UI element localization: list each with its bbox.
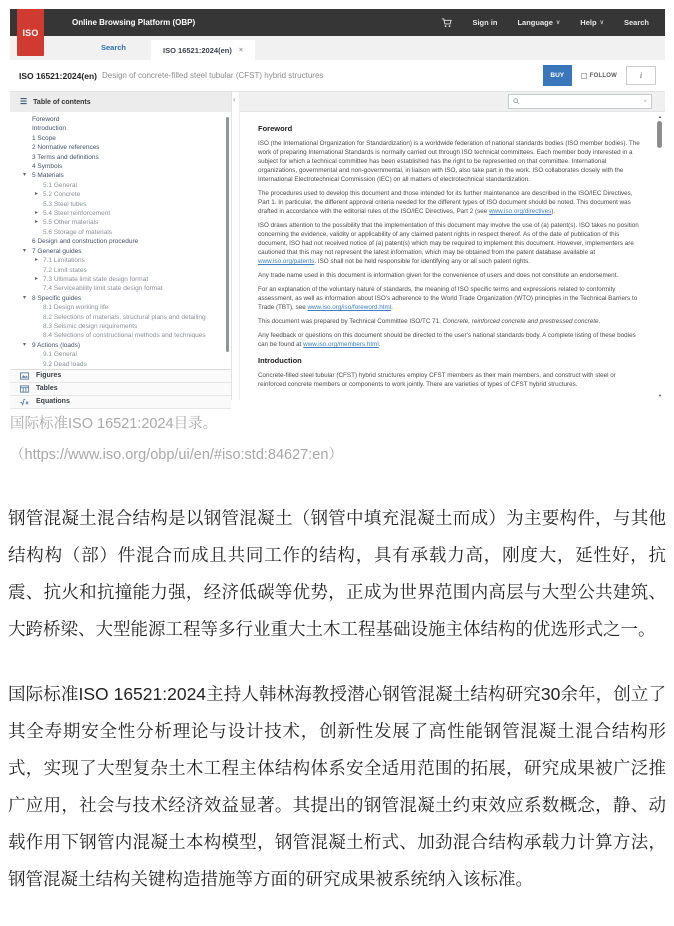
toc-item-label: 8.2 Selections of materials, structural plans and detailing xyxy=(43,313,206,321)
expand-icon[interactable]: ▸ xyxy=(35,191,39,198)
toc-item-5-1[interactable] xyxy=(10,181,231,190)
tab-label: ISO 16521:2024(en) xyxy=(163,45,232,55)
toc-item-label: 6 Design and construction procedure xyxy=(32,238,139,246)
follow-label: FOLLOW xyxy=(589,72,617,79)
toc-item-label: 8 Specific guides xyxy=(32,294,82,302)
scrollbar-thumb[interactable] xyxy=(657,121,662,148)
toc-item-label: 7.4 Serviceability limit state design format xyxy=(43,285,163,293)
document-scrollbar[interactable] xyxy=(656,114,663,398)
toc-item-label: 5.4 Steel reinforcement xyxy=(43,210,111,218)
chevron-down-icon: ∨ xyxy=(599,20,604,26)
toc-item-7-1[interactable] xyxy=(10,256,231,265)
close-icon[interactable]: × xyxy=(238,46,243,54)
caption-line1: 国际标准ISO 16521:2024目录。 xyxy=(10,416,218,432)
toc-item-label: 7 General guides xyxy=(32,247,82,255)
toc-item-terms[interactable] xyxy=(10,153,231,162)
obp-screenshot xyxy=(10,9,665,406)
toc-item-7-4[interactable] xyxy=(10,284,231,293)
obp-nav xyxy=(441,18,649,28)
search-tab-link[interactable]: Search xyxy=(101,43,127,52)
follow-control xyxy=(581,73,617,79)
document-search-box xyxy=(508,94,652,109)
paragraph-text: For an explanation of the voluntary nature of standards, the meaning of ISO specific terms and expressions related to conformity assessment, as well as information about ISO's adherence to the World Trade Organization (WTO) principles in the Technical Barriers to Trade (TBT), see xyxy=(258,286,638,311)
expand-icon[interactable]: ▸ xyxy=(35,219,39,226)
title-actions xyxy=(543,65,656,86)
help-menu[interactable] xyxy=(580,18,604,27)
toc-header[interactable] xyxy=(10,92,231,112)
paragraph-text: . ISO shall not be held responsible for identifying any or all such patent rights. xyxy=(314,258,530,265)
document-content xyxy=(240,112,665,389)
standard-title-bar xyxy=(10,60,665,91)
article-paragraph-1: 钢管混凝土混合结构是以钢管混凝土（钢管中填充混凝土而成）为主要构件，与其他结构构（部）件混合而成且共同工作的结构，具有承载力高，刚度大，延性好，抗震、抗火和抗撞能力强，经济低碳等优势，正成为世界范围内高层与大型公共建筑、大跨桥梁、大型能源工程等多行业重大土木工程基础设施主体结构的优选形式之一。 xyxy=(8,508,666,639)
equations-button[interactable] xyxy=(10,396,231,409)
toc-item-label: 9 Actions (loads) xyxy=(32,341,81,349)
collapse-icon[interactable]: ▾ xyxy=(23,247,27,254)
chevron-down-icon: ∨ xyxy=(555,20,561,26)
collapse-icon[interactable]: ▾ xyxy=(23,172,27,179)
toc-item-label: 9.2 Dead loads xyxy=(43,360,87,368)
foreword-paragraph xyxy=(258,285,645,312)
toc-item-label: 9.1 General xyxy=(43,351,77,359)
scroll-up-icon[interactable]: ▲ xyxy=(658,114,662,119)
toc-item-7-2[interactable] xyxy=(10,266,231,275)
paragraph-text: This document was prepared by Technical Committee ISO/TC 71, xyxy=(258,318,443,325)
toc-item-5-5[interactable] xyxy=(10,218,231,227)
toc-item-symbols[interactable] xyxy=(10,162,231,171)
collapse-icon[interactable]: ▾ xyxy=(23,294,27,301)
members-link[interactable]: www.iso.org/members.html xyxy=(303,341,379,348)
toc-item-label: 5.6 Storage of materials xyxy=(43,228,113,236)
toc-item-label: 5 Materials xyxy=(32,172,64,180)
introduction-heading: Introduction xyxy=(258,356,302,365)
foreword-paragraph: Any trade name used in this document is information given for the convenience of users and does not constitute an endorsement. xyxy=(258,272,619,279)
toc-item-8-1[interactable] xyxy=(10,303,231,312)
toc-item-5-6[interactable] xyxy=(10,228,231,237)
toc-item-introduction[interactable] xyxy=(10,124,231,133)
toc-item-specific-guides[interactable] xyxy=(10,294,231,303)
toc-item-label: 4 Symbols xyxy=(32,163,63,171)
tables-button[interactable] xyxy=(10,383,231,396)
collapse-panel-icon[interactable]: ‹ xyxy=(233,95,236,104)
toc-item-label: 2 Normative references xyxy=(32,144,100,152)
scroll-down-icon[interactable]: ▼ xyxy=(658,393,662,398)
toc-item-8-4[interactable] xyxy=(10,331,231,340)
foreword-paragraph xyxy=(258,189,645,216)
patents-link[interactable]: www.iso.org/patents xyxy=(258,258,315,265)
search-icon xyxy=(513,98,520,105)
document-search-input[interactable] xyxy=(523,99,640,105)
toc-item-normative-references[interactable] xyxy=(10,143,231,152)
toc-item-9-1[interactable] xyxy=(10,350,231,359)
document-panel xyxy=(240,92,665,400)
committee-name: Concrete, reinforced concrete and prestressed concrete xyxy=(442,318,599,325)
image-caption xyxy=(10,409,343,471)
document-toolbar xyxy=(240,92,665,112)
language-label: Language xyxy=(517,18,553,27)
figures-icon xyxy=(20,372,29,380)
tab-bar xyxy=(10,36,665,60)
cart-icon[interactable] xyxy=(441,18,452,28)
sign-in-link[interactable]: Sign in xyxy=(472,18,498,27)
toc-item-materials[interactable] xyxy=(10,171,231,180)
toc-item-general-guides[interactable] xyxy=(10,247,231,256)
header-search-link[interactable]: Search xyxy=(623,18,649,27)
obp-app-title: Online Browsing Platform (OBP) xyxy=(72,18,196,27)
expand-icon[interactable]: ▸ xyxy=(35,210,39,217)
standard-code: ISO 16521:2024(en) xyxy=(19,70,97,81)
paragraph-text: ). xyxy=(551,208,556,215)
table-of-contents-panel xyxy=(10,92,232,406)
article-paragraph-2: 国际标准ISO 16521:2024主持人韩林海教授潜心钢管混凝土结构研究30余年，创立了其全寿期安全性分析理论与设计技术，创新性发展了高性能钢管混凝土混合结构形式，实现了大型复杂土木工程主体结构体系安全适用范围的拓展，研究成果被广泛推广应用，社会与技术经济效益显著。其提出的钢管混凝土约束效应系数概念，静、动载作用下钢管内混凝土本构模型，钢管混凝土桁式、加劲混合结构承载力计算方法，钢管混凝土结构关键构造措施等方面的研究成果被系统纳入该标准。 xyxy=(8,684,666,889)
tab-iso-16521[interactable] xyxy=(151,40,255,60)
introduction-paragraph: Concrete-filled steel tubular (CFST) hybrid structures employ CFST members as their main members, and construct with steel or reinforced concrete members or components to work jointly. There are varieties of types of CFST hybrid structures. xyxy=(258,372,616,388)
toc-item-label: 8.1 Design working life xyxy=(43,304,109,312)
toc-item-label: 7.2 Limit states xyxy=(43,266,87,274)
paragraph-text: Any feedback or questions on this document should be directed to the user's national standards body. A complete listing of these bodies can be found at xyxy=(258,332,636,348)
foreword-heading: Foreword xyxy=(258,124,293,133)
foreword-link[interactable]: www.iso.org/iso/foreword.html xyxy=(307,304,392,311)
expand-icon[interactable]: ▸ xyxy=(35,257,39,264)
figures-button[interactable] xyxy=(10,370,231,383)
toc-item-label: 3 Terms and definitions xyxy=(32,153,99,161)
toc-header-label: Table of contents xyxy=(33,98,91,106)
caption-line2: （https://www.iso.org/obp/ui/en/#iso:std:84627:en） xyxy=(10,447,343,463)
paragraph-text: . xyxy=(378,341,381,348)
toc-item-label: 5.2 Concrete xyxy=(43,191,81,199)
toc-item-actions-loads[interactable] xyxy=(10,341,231,350)
paragraph-text: . xyxy=(391,304,393,311)
toc-item-label: Foreword xyxy=(32,116,60,123)
toc-item-5-4[interactable] xyxy=(10,209,231,218)
obp-body xyxy=(10,91,665,406)
buy-button[interactable]: BUY xyxy=(543,65,572,86)
toc-item-8-3[interactable] xyxy=(10,322,231,331)
language-menu[interactable] xyxy=(517,18,560,27)
foreword-paragraph: ISO (the International Organization for Standardization) is a worldwide federation of national standards bodies (ISO member bodies). The work of preparing International Standards is normally carried out through ISO technical committees. Each member body interested in a subject for which a technical committee has been established has the right to be represented on that committee. International organizations, governmental and non-governmental, in liaison with ISO, also take part in the work. ISO collaborates closely with the International Electrotechnical Commission (IEC) on all matters of electrotechnical standardization. xyxy=(258,140,640,183)
toc-item-design-procedure[interactable] xyxy=(10,237,231,246)
toc-item-label: 5.3 Steel tubes xyxy=(43,200,87,208)
toc-item-9-2[interactable] xyxy=(10,360,231,369)
tables-label: Tables xyxy=(36,385,58,393)
panel-divider[interactable] xyxy=(232,92,240,400)
standard-title: Design of concrete-filled steel tubular (CFST) hybrid structures xyxy=(101,71,324,80)
hamburger-icon: ☰ xyxy=(20,97,28,106)
tables-icon xyxy=(20,385,29,393)
expand-icon[interactable]: ▸ xyxy=(35,275,39,282)
toc-scrollbar[interactable] xyxy=(226,117,229,352)
toc-item-scope[interactable] xyxy=(10,134,231,143)
toc-item-label: 8.3 Seismic design requirements xyxy=(43,322,138,330)
toc-item-label: 5.5 Other materials xyxy=(43,219,99,227)
obp-top-bar xyxy=(10,9,665,36)
paragraph-text: . xyxy=(598,318,601,325)
toc-item-label: 7.1 Limitations xyxy=(43,257,85,265)
iso-logo[interactable]: ISO xyxy=(17,9,44,56)
toc-item-8-2[interactable] xyxy=(10,313,231,322)
equations-label: Equations xyxy=(36,398,70,406)
paragraph-text: The procedures used to develop this document and those intended for its further maintenance are described in the ISO/IEC Directives, Part 1. In particular, the different approval criteria needed for the different types of ISO document should be noted. This document was drafted in accordance with the editorial rules of the ISO/IEC Directives, Part 2 (see xyxy=(258,190,633,215)
equations-icon xyxy=(20,398,29,406)
toc-item-5-2[interactable] xyxy=(10,190,231,199)
foreword-paragraph xyxy=(258,221,645,266)
toc-item-label: 1 Scope xyxy=(32,134,56,142)
paragraph-text: ISO draws attention to the possibility that the implementation of this document may involve the use of (a) patent(s). ISO takes no position concerning the evidence, validity or applicability of any claimed patent rights in respect thereof. As of the date of publication of this document, ISO had not received notice of (a) patent(s) which may be required to implement this document. However, implementers are cautioned that this may not represent the latest information, which may be obtained from the patent database available at xyxy=(258,222,639,256)
toc-item-label: 7.3 Ultimate limit state design format xyxy=(43,275,149,283)
toc-item-foreword[interactable] xyxy=(10,115,231,124)
foreword-paragraph xyxy=(258,317,645,326)
figures-label: Figures xyxy=(36,372,62,380)
toc-item-label: 5.1 General xyxy=(43,181,77,189)
directives-link[interactable]: www.iso.org/directives xyxy=(489,208,552,215)
toc-item-label: Introduction xyxy=(32,125,66,133)
collapse-icon[interactable]: ▾ xyxy=(23,341,27,348)
toc-item-7-3[interactable] xyxy=(10,275,231,284)
toc-footer xyxy=(10,369,231,409)
info-button[interactable]: i xyxy=(626,66,656,85)
help-label: Help xyxy=(580,18,597,27)
clear-search-icon[interactable]: × xyxy=(643,98,647,105)
toc-item-label: 8.4 Selections of constructional methods and techniques xyxy=(43,332,206,340)
toc-item-5-3[interactable] xyxy=(10,200,231,209)
foreword-paragraph xyxy=(258,331,645,349)
article-body xyxy=(8,500,666,926)
follow-checkbox[interactable] xyxy=(581,73,587,79)
toc-list xyxy=(10,112,231,369)
cart-icon-svg xyxy=(441,18,452,28)
